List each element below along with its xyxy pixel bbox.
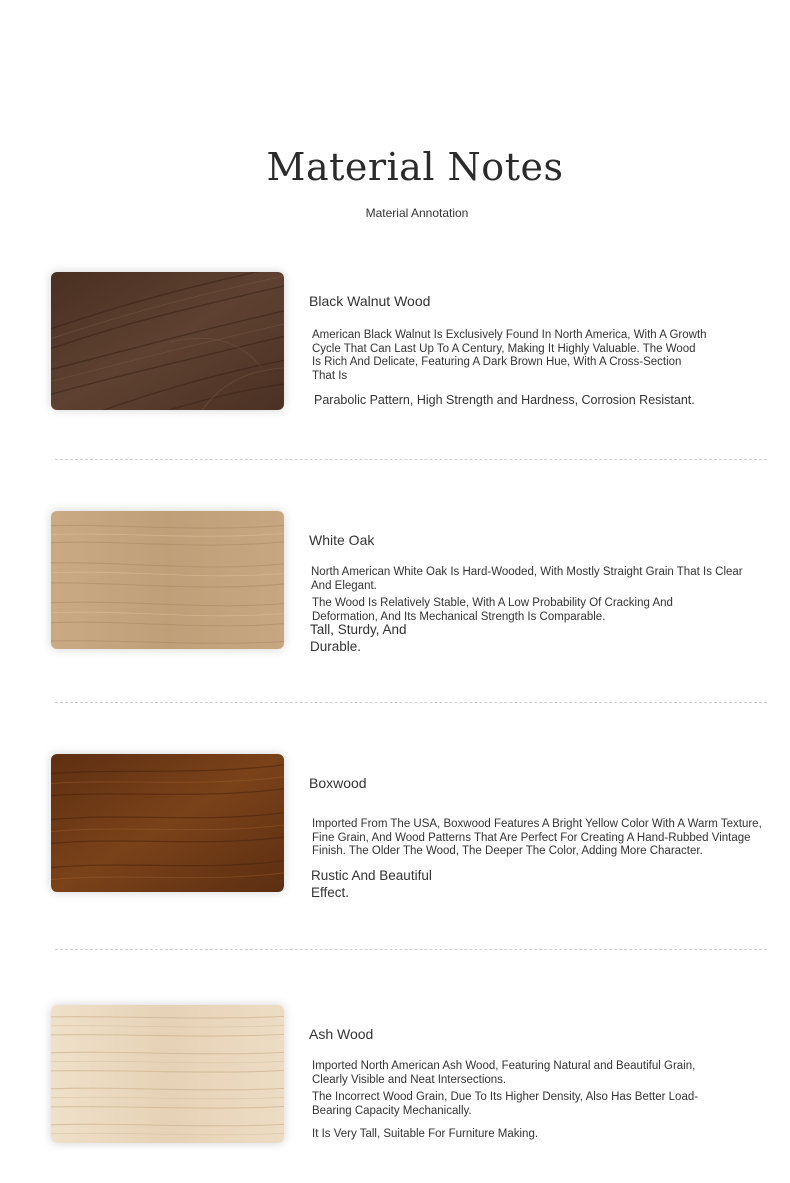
- section-divider: [55, 949, 767, 950]
- material-description: Parabolic Pattern, High Strength and Hardness, Corrosion Resistant.: [314, 393, 695, 407]
- page-subtitle: Material Annotation: [365, 206, 469, 220]
- white-oak-swatch: [51, 511, 284, 649]
- black-walnut-swatch: [51, 272, 284, 410]
- section-divider: [55, 702, 767, 703]
- section-divider: [55, 459, 767, 460]
- ash-wood-swatch: [51, 1005, 284, 1143]
- material-description: Tall, Sturdy, And Durable.: [310, 622, 407, 654]
- material-description: Imported North American Ash Wood, Featuring Natural and Beautiful Grain, Clearly Visible and Neat Intersections.: [312, 1060, 696, 1086]
- page-title: Material Notes: [266, 145, 564, 189]
- material-name: White Oak: [309, 532, 375, 548]
- material-description: It Is Very Tall, Suitable For Furniture Making.: [312, 1128, 539, 1140]
- material-description: The Incorrect Wood Grain, Due To Its Higher Density, Also Has Better Load-Bearing Capacity Mechanically.: [312, 1091, 699, 1117]
- material-description: Imported From The USA, Boxwood Features A Bright Yellow Color With A Warm Texture, Fine Grain, And Wood Patterns That Are Perfect For Creating A Hand-Rubbed Vintage Finish. The Older The Wood, The Deeper The Color, Adding More Character.: [312, 818, 762, 857]
- material-name: Boxwood: [309, 775, 367, 791]
- boxwood-swatch: [51, 754, 284, 892]
- material-description: North American White Oak Is Hard-Wooded, With Mostly Straight Grain That Is Clear And Elegant.: [311, 566, 743, 592]
- material-name: Black Walnut Wood: [309, 293, 431, 309]
- material-description: American Black Walnut Is Exclusively Found In North America, With A Growth Cycle That Can Last Up To A Century, Making It Highly Valuable. The Wood Is Rich And Delicate, Featuring A Dark Brown Hue, With A Cross-Section That Is: [312, 329, 707, 382]
- material-description: Rustic And Beautiful Effect.: [311, 868, 432, 900]
- material-name: Ash Wood: [309, 1026, 374, 1042]
- material-description: The Wood Is Relatively Stable, With A Low Probability Of Cracking And Deformation, And Its Mechanical Strength Is Comparable.: [312, 597, 673, 623]
